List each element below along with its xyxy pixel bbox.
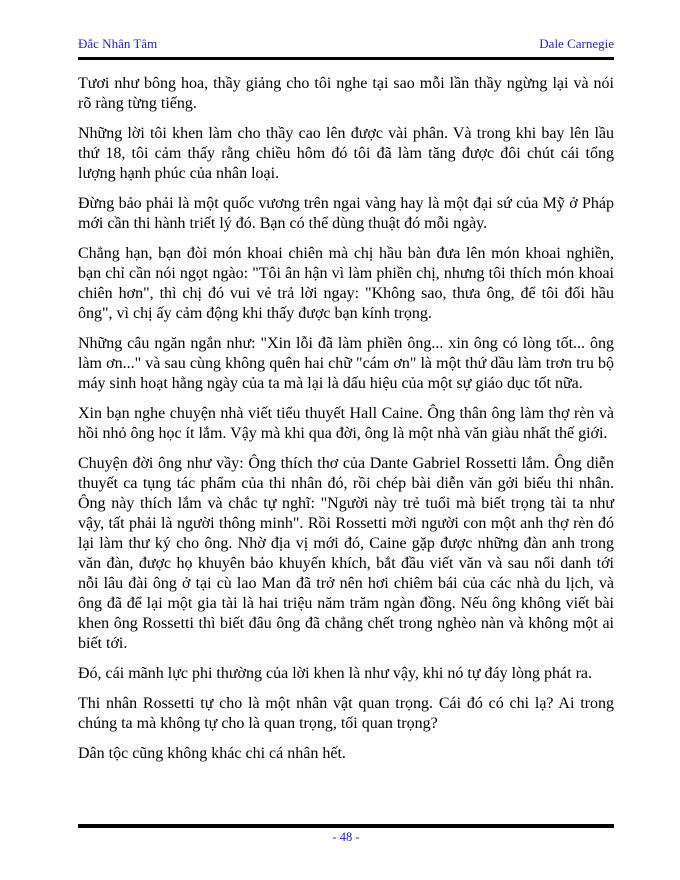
paragraph: Chuyện đời ông như vầy: Ông thích thơ của Dante Gabriel Rossetti lắm. Ông diễn thuyết ca tụng tác phẩm của thi nhân đó, rồi chép bài diễn văn gởi biếu thi nhân. Ông này thích lắm và chắc tự nghĩ: "Người này trẻ tuổi mà biết trọng tài ta như vậy, tất phải là người thông minh". Rồi Rossetti mời người con một anh thợ rèn đó lại làm thư ký cho ông. Nhờ địa vị mới đó, Caine gặp được những đàn anh trong văn đàn, được họ khuyên bảo khuyến khích, bắt đầu viết văn và sau nổi danh tới nỗi lâu đài ông ở tại cù lao Man đã trở nên hơi chiêm bái của các nhà du lịch, và ông đã để lại một gia tài là hai triệu năm trăm ngàn đồng. Nếu ông không viết bài khen ông Rossetti thì biết đâu ông đã chẳng chết trong nghèo nàn và không một ai biết tới. bbox=[78, 455, 614, 652]
paragraph: Thi nhân Rossetti tự cho là một nhân vật quan trọng. Cái đó có chi lạ? Ai trong chúng ta mà không tự cho là quan trọng, tối quan trọng? bbox=[78, 695, 614, 732]
header-book-title: Đắc Nhân Tâm bbox=[78, 36, 158, 51]
paragraph: Tươi như bông hoa, thầy giảng cho tôi nghe tại sao mỗi lần thầy ngừng lại và nói rõ ràng từng tiếng. bbox=[78, 75, 614, 112]
header-author: Dale Carnegie bbox=[539, 36, 614, 51]
page-body-text bbox=[78, 74, 614, 774]
paragraph: Đừng bảo phải là một quốc vương trên ngai vàng hay là một đại sứ của Mỹ ở Pháp mới cần thi hành triết lý đó. Bạn có thể dùng thuật đó mỗi ngày. bbox=[78, 195, 614, 232]
paragraph: Xin bạn nghe chuyện nhà viết tiểu thuyết Hall Caine. Ông thân ông làm thợ rèn và hồi nhỏ ông học ít lắm. Vậy mà khi qua đời, ông là một nhà văn giàu nhất thế giới. bbox=[78, 405, 614, 442]
paragraph: Những câu ngăn ngắn như: "Xin lỗi đã làm phiền ông... xin ông có lòng tốt... ông làm ơn..." và sau cùng không quên hai chữ "cám ơn" là một thứ dầu làm trơn tru bộ máy sinh hoạt hằng ngày của ta mà lại là dấu hiệu của một sự giáo dục tốt nữa. bbox=[78, 335, 614, 392]
paragraph: Những lời tôi khen làm cho thầy cao lên được vài phân. Và trong khi bay lên lầu thứ 18, tôi cảm thấy rằng chiều hôm đó tôi đã làm tăng được đôi chút cái tổng lượng hạnh phúc của nhân loại. bbox=[78, 125, 614, 182]
page-number: - 48 - bbox=[332, 830, 360, 844]
paragraph: Chẳng hạn, bạn đòi món khoai chiên mà chị hầu bàn đưa lên món khoai nghiền, bạn chỉ cần nói ngọt ngào: "Tôi ân hận vì làm phiền chị, nhưng tôi thích món khoai chiên hơn", thì chị đó vui vẻ trả lời ngay: "Không sao, thưa ông, để tôi đổi hầu ông", vì chị ấy cảm động khi thấy được bạn kính trọng. bbox=[78, 245, 614, 322]
paragraph: Dân tộc cũng không khác chi cá nhân hết. bbox=[78, 745, 346, 762]
page-footer bbox=[78, 824, 614, 846]
page-header bbox=[78, 36, 614, 60]
paragraph: Đó, cái mãnh lực phi thường của lời khen là như vậy, khi nó tự đáy lòng phát ra. bbox=[78, 665, 593, 682]
